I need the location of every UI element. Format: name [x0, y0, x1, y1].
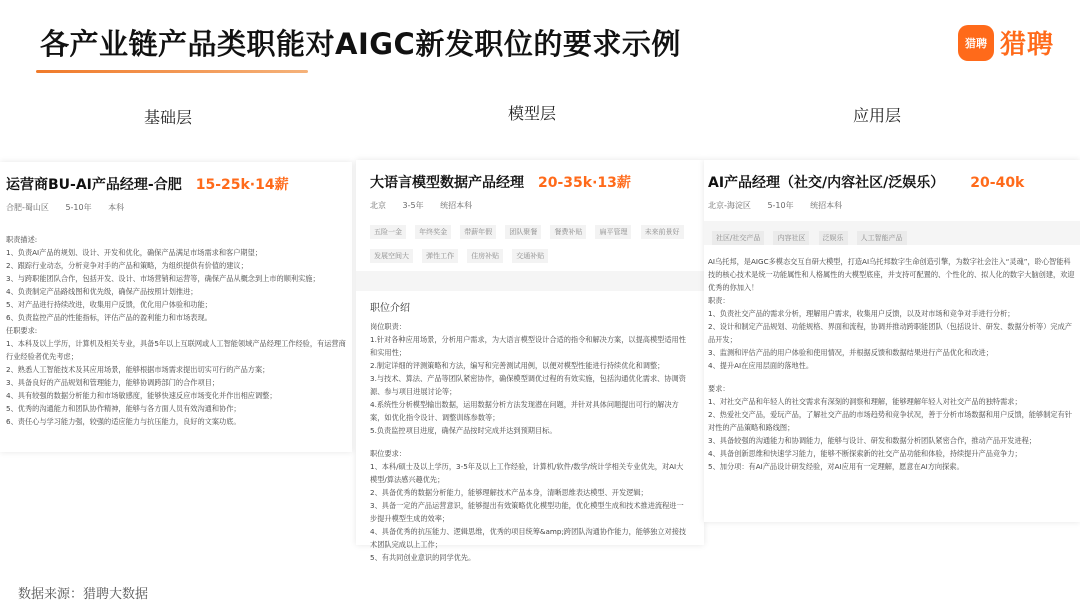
desc-line: 4.系统性分析模型输出数据，运用数据分析方法发现潜在问题，并针对具体问题提出可行的解决方案，如优化指令设计、调整训练参数等； — [370, 400, 679, 422]
desc-line: 6、负责监控产品的性能指标，评估产品的盈利能力和市场表现。 — [6, 313, 212, 322]
job-location: 北京 — [370, 201, 386, 210]
desc-line: 4、具备创新思维和快速学习能力，能够不断探索新的社交产品功能和体验，持续提升产品竞争力； — [708, 449, 1022, 458]
job-experience: 5-10年 — [65, 203, 92, 212]
job-salary: 20-40k — [970, 175, 1025, 191]
benefit-tag: 住房补贴 — [467, 249, 503, 263]
desc-line: 2、熟悉人工智能技术及其应用场景，能够根据市场需求提出切实可行的产品方案； — [6, 365, 270, 374]
desc-line: 岗位职责： — [370, 322, 406, 331]
desc-line: 3.与技术、算法、产品等团队紧密协作，确保模型调优过程的有效实施，包括沟通优化需求、协调资源、参与项目进展讨论等； — [370, 374, 686, 396]
industry-tag: 人工智能产品 — [857, 231, 907, 245]
job-experience: 3-5年 — [402, 201, 424, 210]
benefit-tag: 年终奖金 — [415, 225, 451, 239]
desc-line: 5、加分项：有AI产品设计研发经验，对AI应用有一定理解，愿意在AI方向探索。 — [708, 462, 964, 471]
job-description — [370, 320, 690, 564]
desc-line: 3、具备较强的沟通能力和协调能力，能够与设计、研发和数据分析团队紧密合作，推动产品开发进程； — [708, 436, 1037, 445]
desc-line: 2、具备优秀的数据分析能力，能够理解技术产品本身，清晰思维表达模型、开发逻辑； — [370, 488, 648, 497]
desc-line: 2.制定详细的评测策略和方法，编写和完善测试用例，以便对模型性能进行持续优化和调整； — [370, 361, 665, 370]
benefit-tag: 发展空间大 — [370, 249, 413, 263]
job-experience: 5-10年 — [767, 201, 794, 210]
data-source-note: 数据来源：猎聘大数据 — [18, 587, 149, 602]
desc-line: 1、本科及以上学历，计算机及相关专业，具备5年以上互联网或人工智能领域产品经理工作经验，有运营商行业经验者优先考虑； — [6, 339, 346, 361]
benefit-tags — [370, 219, 690, 267]
job-location: 合肥-蜀山区 — [6, 203, 49, 212]
liepin-logo-icon: 猎聘 — [958, 25, 994, 61]
desc-line: 4、提升AI在应用层面的落地性。 — [708, 361, 814, 370]
job-meta — [708, 200, 1076, 211]
section-title: 职位介绍 — [370, 303, 410, 314]
job-title: 大语言模型数据产品经理 — [370, 175, 524, 191]
job-title-line — [708, 172, 1076, 192]
spacer — [708, 372, 1076, 382]
job-salary: 20-35k·13薪 — [538, 175, 631, 191]
job-card-foundation — [0, 162, 352, 452]
job-card-application — [704, 160, 1080, 522]
desc-line: 1、负责AI产品的规划、设计、开发和优化，确保产品满足市场需求和客户期望； — [6, 248, 262, 257]
job-description — [708, 255, 1076, 473]
desc-line: 3、具备良好的产品规划和管理能力，能够协调跨部门的合作项目； — [6, 378, 220, 387]
job-meta — [370, 200, 690, 211]
section-divider — [356, 271, 704, 291]
desc-line: 6、责任心与学习能力强，较强的适应能力与抗压能力，良好的文案功底。 — [6, 417, 241, 426]
job-card-model — [356, 160, 704, 562]
desc-line: AI乌托邦，是AIGC多模态交互自研大模型，打造AI乌托邦数字生命创造引擎，为数字社会注入“灵魂”，聆心智能科技的核心技术是统一功能属性和人格属性的大模型底座，并支持可配置的、个性化的、拟人化的数字大脑创建，欢迎优秀的你加入！ — [708, 257, 1075, 292]
page-title: 各产业链产品类职能对AIGC新发职位的要求示例 — [40, 27, 681, 61]
job-title-line — [370, 172, 690, 192]
desc-line: 1、负责社交产品的需求分析，理解用户需求，收集用户反馈，以及对市场和竞争对手进行分析； — [708, 309, 1015, 318]
desc-line: 3、监测和评估产品的用户体验和使用情况，并根据反馈和数据结果进行产品优化和改进； — [708, 348, 993, 357]
desc-line: 1、本科/硕士及以上学历，3-5年及以上工作经验，计算机/软件/数学/统计学相关专业优先，对AI大模型/算法感兴趣优先； — [370, 462, 684, 484]
job-title: AI产品经理（社交/内容社区/泛娱乐） — [708, 175, 945, 191]
benefit-tag: 弹性工作 — [422, 249, 458, 263]
job-location: 北京-海淀区 — [708, 201, 751, 210]
desc-line: 2、设计和制定产品规划、功能规格、界面和流程，协调并推动跨职能团队（包括设计、研发、数据分析等）完成产品开发； — [708, 322, 1072, 344]
desc-line: 2、跟踪行业动态，分析竞争对手的产品和策略，为组织提供有价值的建议； — [6, 261, 248, 270]
job-education: 统招本科 — [810, 201, 843, 210]
desc-line: 4、具有较强的数据分析能力和市场敏感度，能够快速反应市场变化并作出相应调整； — [6, 391, 277, 400]
desc-line: 3、具备一定的产品运营意识，能够提出有效策略优化模型功能，优化模型生成和技术推进流程进一步提升模型生成的效率； — [370, 501, 684, 523]
industry-tags — [704, 221, 1080, 245]
job-description — [6, 233, 346, 428]
desc-line: 要求： — [708, 384, 730, 393]
column-header-model: 模型层 — [508, 104, 557, 123]
desc-line: 职位要求： — [370, 449, 406, 458]
liepin-logo-text: 猎聘 — [999, 30, 1054, 60]
desc-line: 5、优秀的沟通能力和团队协作精神，能够与各方面人员有效沟通和协作； — [6, 404, 241, 413]
column-header-foundation: 基础层 — [144, 108, 193, 127]
benefit-tag: 餐费补贴 — [550, 225, 586, 239]
desc-line: 4、负责制定产品路线图和优先级，确保产品按照计划推进； — [6, 287, 198, 296]
desc-line: 2、热爱社交产品，爱玩产品，了解社交产品的市场趋势和竞争状况，善于分析市场数据和用户反馈，能够制定有针对性的产品策略和路线图； — [708, 410, 1072, 432]
desc-line: 职责描述: — [6, 235, 38, 244]
benefit-tag: 带薪年假 — [460, 225, 496, 239]
job-salary: 15-25k·14薪 — [195, 177, 289, 193]
industry-tag: 泛娱乐 — [819, 231, 848, 245]
desc-line: 1、对社交产品和年轻人的社交需求有深刻的洞察和理解，能够理解年轻人对社交产品的独特需求； — [708, 397, 1022, 406]
desc-line: 1.针对各种应用场景，分析用户需求，为大语言模型设计合适的指令和解决方案，以提高模型适用性和实用性； — [370, 335, 686, 357]
benefit-tag: 五险一金 — [370, 225, 406, 239]
desc-line: 职责： — [708, 296, 730, 305]
benefit-tag: 交通补贴 — [512, 249, 548, 263]
job-title-line — [6, 174, 346, 194]
benefit-tag: 扁平管理 — [595, 225, 631, 239]
title-underline — [36, 70, 308, 73]
benefit-tag: 团队聚餐 — [505, 225, 541, 239]
job-education: 本科 — [108, 203, 125, 212]
liepin-logo — [958, 24, 1054, 61]
industry-tag: 社区/社交产品 — [712, 231, 764, 245]
job-meta — [6, 202, 346, 213]
desc-line: 任职要求: — [6, 326, 38, 335]
desc-line: 3、与跨职能团队合作，包括开发、设计、市场营销和运营等，确保产品从概念到上市的顺利实施； — [6, 274, 320, 283]
desc-line: 5.负责监控项目进度，确保产品按时完成并达到预期目标。 — [370, 426, 557, 435]
industry-tag: 内容社区 — [773, 231, 809, 245]
benefit-tag: 未来前景好 — [641, 225, 684, 239]
spacer — [370, 437, 690, 447]
job-education: 统招本科 — [440, 201, 473, 210]
desc-line: 4、具备优秀的抗压能力、逻辑思维，优秀的项目统筹&amp;跨团队沟通协作能力，能够独立对接技术团队完成以上工作； — [370, 527, 687, 549]
job-title: 运营商BU-AI产品经理-合肥 — [6, 177, 182, 193]
desc-line: 5、对产品进行持续改进，收集用户反馈，优化用户体验和功能； — [6, 300, 212, 309]
column-header-application: 应用层 — [853, 106, 902, 125]
desc-line: 5、有共同创业意识的同学优先。 — [370, 553, 476, 562]
